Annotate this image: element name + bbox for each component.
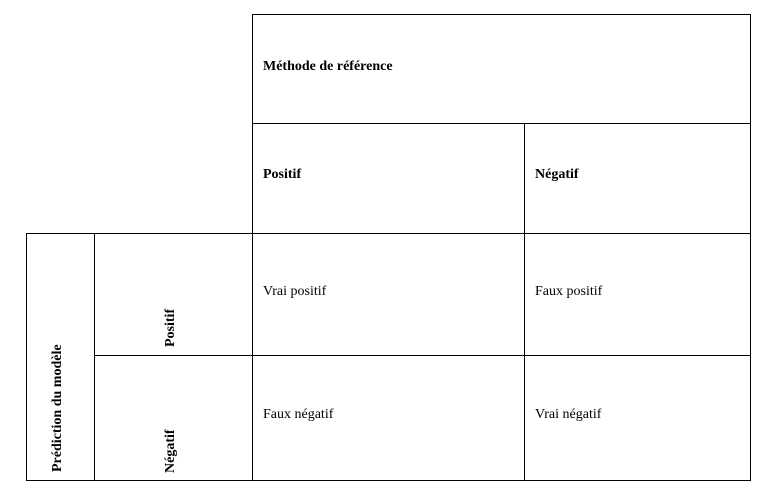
cell-false-positive-text: Faux positif bbox=[535, 284, 603, 299]
col-header-positive: Positif bbox=[263, 167, 302, 182]
row-header-positive: Positif bbox=[163, 308, 178, 347]
col-header-positive-cell bbox=[252, 123, 525, 234]
cell-false-negative bbox=[252, 355, 525, 481]
row-header-negative-cell bbox=[94, 355, 253, 481]
cell-true-positive bbox=[252, 233, 525, 356]
reference-method-header-cell bbox=[252, 14, 751, 124]
model-prediction-header: Prédiction du modèle bbox=[50, 344, 65, 472]
cell-true-negative bbox=[524, 355, 751, 481]
col-header-negative-cell bbox=[524, 123, 751, 234]
cell-true-negative-text: Vrai négatif bbox=[535, 407, 602, 422]
row-header-negative: Négatif bbox=[163, 429, 178, 473]
row-header-positive-cell bbox=[94, 233, 253, 356]
cell-false-negative-text: Faux négatif bbox=[263, 407, 334, 422]
cell-false-positive bbox=[524, 233, 751, 356]
cell-true-positive-text: Vrai positif bbox=[263, 284, 327, 299]
reference-method-header: Méthode de référence bbox=[263, 59, 393, 74]
col-header-negative: Négatif bbox=[535, 167, 579, 182]
model-prediction-header-cell bbox=[26, 233, 95, 481]
